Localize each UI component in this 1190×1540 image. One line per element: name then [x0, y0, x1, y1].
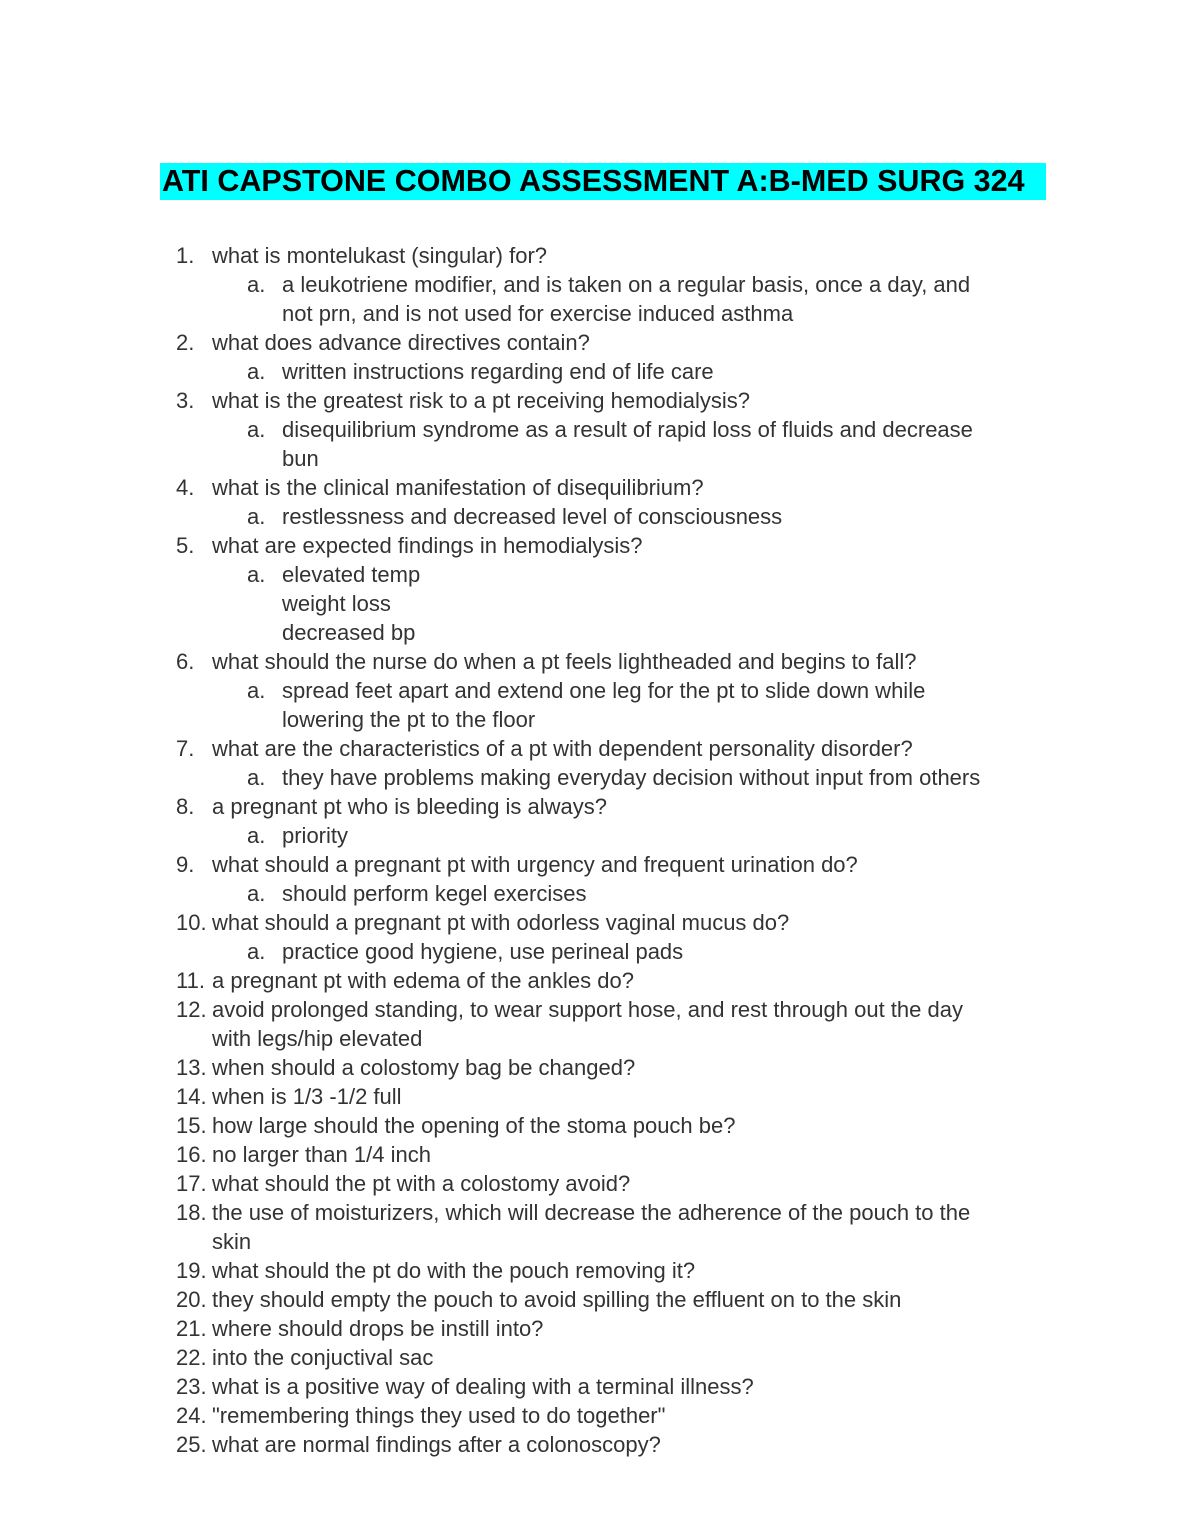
answer-item-line: decreased bp — [282, 620, 416, 645]
question-item-number: 23. — [176, 1374, 207, 1399]
answer-item-number: a. — [247, 417, 266, 442]
question-item-number: 7. — [176, 736, 195, 761]
question-item-number: 19. — [176, 1258, 207, 1283]
question-item-line: what is the clinical manifestation of disequilibrium? — [212, 475, 704, 500]
question-item-text — [212, 792, 1032, 821]
question-item-number: 9. — [176, 852, 195, 877]
question-item-number: 14. — [176, 1084, 207, 1109]
question-item-number: 18. — [176, 1200, 207, 1225]
question-item-text — [212, 1285, 1032, 1314]
question-item — [0, 734, 1190, 763]
answer-item-line: weight loss — [282, 591, 391, 616]
answer-item-line: written instructions regarding end of life care — [282, 359, 714, 384]
question-item-line: with legs/hip elevated — [212, 1026, 423, 1051]
answer-item — [0, 676, 1190, 734]
question-item-text — [212, 531, 1032, 560]
question-item — [0, 1285, 1190, 1314]
answer-item-text — [282, 821, 1032, 850]
question-item-number: 16. — [176, 1142, 207, 1167]
question-item — [0, 908, 1190, 937]
question-item — [0, 1256, 1190, 1285]
answer-item-text — [282, 415, 1032, 473]
question-item-line: a pregnant pt who is bleeding is always? — [212, 794, 608, 819]
question-item-text — [212, 473, 1032, 502]
answer-item-line: they have problems making everyday decision without input from others — [282, 765, 981, 790]
question-item-line: what is a positive way of dealing with a terminal illness? — [212, 1374, 754, 1399]
question-item — [0, 1111, 1190, 1140]
question-item-text — [212, 908, 1032, 937]
answer-item — [0, 821, 1190, 850]
question-item-text — [212, 966, 1032, 995]
question-item — [0, 1169, 1190, 1198]
question-item-number: 13. — [176, 1055, 207, 1080]
question-item-line: what are normal findings after a colonoscopy? — [212, 1432, 661, 1457]
question-item-line: avoid prolonged standing, to wear support hose, and rest through out the day — [212, 997, 963, 1022]
question-item-text — [212, 647, 1032, 676]
question-item-line: what should a pregnant pt with odorless vaginal mucus do? — [212, 910, 790, 935]
question-item-line: what should a pregnant pt with urgency and frequent urination do? — [212, 852, 858, 877]
question-item — [0, 328, 1190, 357]
answer-item-text — [282, 879, 1032, 908]
question-item-line: how large should the opening of the stoma pouch be? — [212, 1113, 736, 1138]
question-item-text — [212, 1430, 1032, 1459]
answer-item-number: a. — [247, 562, 266, 587]
question-item-number: 2. — [176, 330, 195, 355]
question-item — [0, 1401, 1190, 1430]
question-item-number: 10. — [176, 910, 207, 935]
question-item-line: when should a colostomy bag be changed? — [212, 1055, 636, 1080]
question-item-text — [212, 241, 1032, 270]
question-item-line: skin — [212, 1229, 252, 1254]
answer-item — [0, 560, 1190, 647]
question-item — [0, 1198, 1190, 1256]
answer-item-line: spread feet apart and extend one leg for the pt to slide down while — [282, 678, 926, 703]
question-item-text — [212, 1372, 1032, 1401]
question-item-text — [212, 995, 1032, 1053]
answer-item-text — [282, 676, 1032, 734]
question-item — [0, 531, 1190, 560]
question-item — [0, 473, 1190, 502]
question-item-number: 22. — [176, 1345, 207, 1370]
question-item-number: 17. — [176, 1171, 207, 1196]
answer-item-line: lowering the pt to the floor — [282, 707, 536, 732]
answer-item-line: elevated temp — [282, 562, 421, 587]
question-item-line: what does advance directives contain? — [212, 330, 590, 355]
question-item — [0, 995, 1190, 1053]
document-title: ATI CAPSTONE COMBO ASSESSMENT A:B-MED SURG 324 — [160, 163, 1046, 200]
question-item — [0, 1140, 1190, 1169]
answer-item — [0, 937, 1190, 966]
question-item-number: 8. — [176, 794, 195, 819]
answer-item-line: a leukotriene modifier, and is taken on a regular basis, once a day, and — [282, 272, 971, 297]
question-item — [0, 241, 1190, 270]
answer-item-line: should perform kegel exercises — [282, 881, 587, 906]
question-item-line: what should the pt do with the pouch removing it? — [212, 1258, 696, 1283]
question-item — [0, 1314, 1190, 1343]
answer-item-number: a. — [247, 939, 266, 964]
question-item-line: where should drops be instill into? — [212, 1316, 544, 1341]
question-item — [0, 1053, 1190, 1082]
question-item-number: 12. — [176, 997, 207, 1022]
answer-item-number: a. — [247, 359, 266, 384]
answer-item — [0, 502, 1190, 531]
question-item — [0, 386, 1190, 415]
question-item-line: the use of moisturizers, which will decrease the adherence of the pouch to the — [212, 1200, 971, 1225]
question-item-number: 1. — [176, 243, 195, 268]
question-item-text — [212, 1401, 1032, 1430]
answer-item — [0, 415, 1190, 473]
question-item-text — [212, 850, 1032, 879]
question-item-text — [212, 1256, 1032, 1285]
answer-item-number: a. — [247, 272, 266, 297]
question-item-number: 15. — [176, 1113, 207, 1138]
question-item-text — [212, 386, 1032, 415]
answer-item-text — [282, 763, 1032, 792]
question-item — [0, 1343, 1190, 1372]
question-item-number: 3. — [176, 388, 195, 413]
question-item-text — [212, 1082, 1032, 1111]
question-item — [0, 966, 1190, 995]
answer-item-number: a. — [247, 881, 266, 906]
question-item-line: a pregnant pt with edema of the ankles do? — [212, 968, 634, 993]
question-item-text — [212, 1198, 1032, 1256]
answer-item-number: a. — [247, 504, 266, 529]
question-item-text — [212, 1314, 1032, 1343]
question-item-number: 24. — [176, 1403, 207, 1428]
answer-item-number: a. — [247, 678, 266, 703]
answer-item-line: bun — [282, 446, 319, 471]
question-item-line: what are expected findings in hemodialysis? — [212, 533, 643, 558]
question-item-line: what is montelukast (singular) for? — [212, 243, 548, 268]
question-item-text — [212, 1111, 1032, 1140]
answer-item-text — [282, 560, 1032, 647]
question-item-number: 20. — [176, 1287, 207, 1312]
question-item — [0, 1372, 1190, 1401]
question-item-line: what is the greatest risk to a pt receiving hemodialysis? — [212, 388, 751, 413]
question-item-text — [212, 1169, 1032, 1198]
answer-item-line: not prn, and is not used for exercise induced asthma — [282, 301, 794, 326]
answer-item — [0, 270, 1190, 328]
answer-item-text — [282, 357, 1032, 386]
answer-item-number: a. — [247, 823, 266, 848]
question-item-text — [212, 1053, 1032, 1082]
question-item-line: no larger than 1/4 inch — [212, 1142, 431, 1167]
question-item-text — [212, 734, 1032, 763]
answer-item — [0, 879, 1190, 908]
answer-item-line: restlessness and decreased level of consciousness — [282, 504, 783, 529]
question-item-text — [212, 1140, 1032, 1169]
question-item-line: "remembering things they used to do together" — [212, 1403, 666, 1428]
question-item-text — [212, 328, 1032, 357]
answer-item-text — [282, 937, 1032, 966]
answer-item — [0, 763, 1190, 792]
question-item-line: what are the characteristics of a pt with dependent personality disorder? — [212, 736, 913, 761]
question-item-line: into the conjuctival sac — [212, 1345, 434, 1370]
question-item-number: 6. — [176, 649, 195, 674]
question-item-line: what should the nurse do when a pt feels lightheaded and begins to fall? — [212, 649, 917, 674]
question-item — [0, 850, 1190, 879]
question-item-line: what should the pt with a colostomy avoid? — [212, 1171, 631, 1196]
answer-item-text — [282, 502, 1032, 531]
question-item-number: 5. — [176, 533, 195, 558]
answer-item-text — [282, 270, 1032, 328]
answer-item-number: a. — [247, 765, 266, 790]
qa-list — [0, 241, 1190, 1459]
answer-item — [0, 357, 1190, 386]
question-item — [0, 1082, 1190, 1111]
question-item-number: 11. — [176, 968, 205, 993]
question-item — [0, 647, 1190, 676]
question-item-number: 21. — [176, 1316, 207, 1341]
question-item-number: 4. — [176, 475, 195, 500]
answer-item-line: practice good hygiene, use perineal pads — [282, 939, 684, 964]
question-item — [0, 792, 1190, 821]
question-item — [0, 1430, 1190, 1459]
question-item-text — [212, 1343, 1032, 1372]
question-item-line: they should empty the pouch to avoid spilling the effluent on to the skin — [212, 1287, 902, 1312]
question-item-number: 25. — [176, 1432, 207, 1457]
answer-item-line: disequilibrium syndrome as a result of rapid loss of fluids and decrease — [282, 417, 973, 442]
question-item-line: when is 1/3 -1/2 full — [212, 1084, 402, 1109]
answer-item-line: priority — [282, 823, 349, 848]
